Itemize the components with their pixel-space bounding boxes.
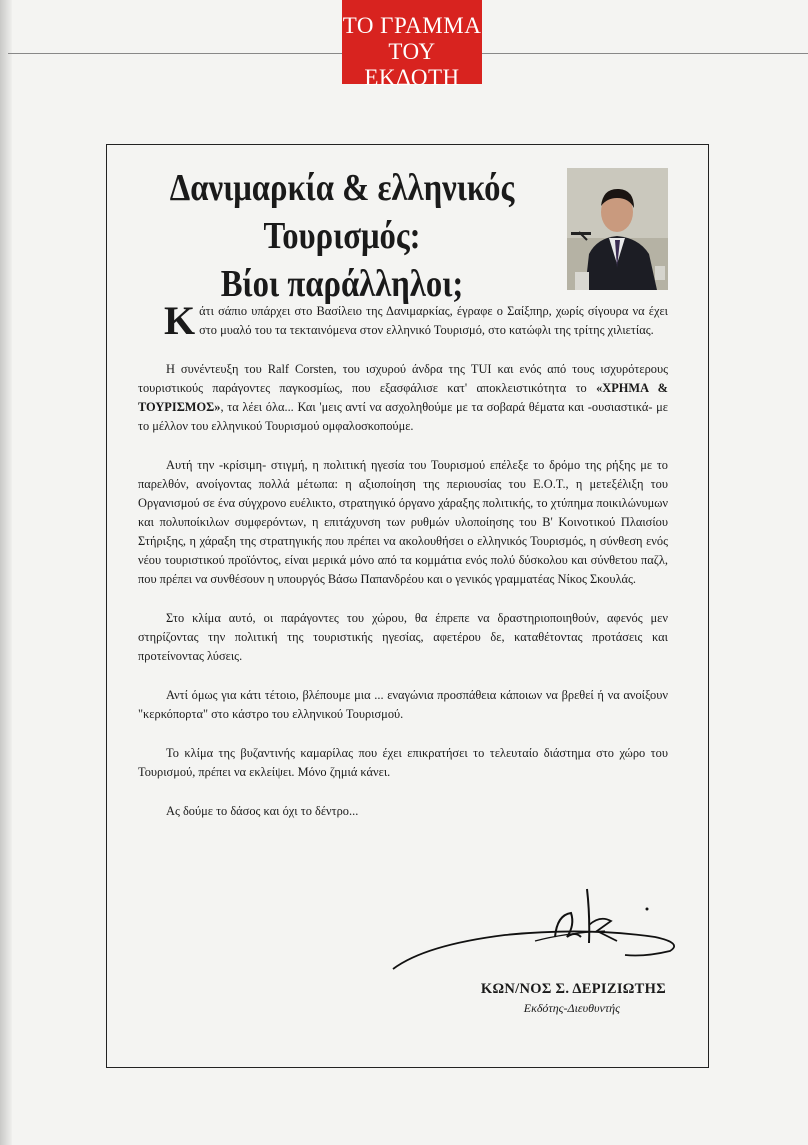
section-tab-line2: ΤΟΥ ΕΚΔΟΤΗ — [364, 39, 460, 90]
paragraph-2-text-a: Η συνέντευξη του Ralf Corsten, του ισχυρού άνδρα της TUI και ενός από τους ισχυρότερους τουριστικούς παράγοντες παγκοσμίως, που εξασφάλισε κατ' αποκλειστικότητα το — [138, 362, 668, 395]
page-gutter — [0, 0, 12, 1145]
headline-line2: Βίοι παράλληλοι; — [220, 263, 464, 305]
paragraph-1 — [138, 298, 668, 343]
article-body — [138, 298, 669, 841]
signer-name: ΚΩΝ/ΝΟΣ Σ. ΔΕΡΙΖΙΩΤΗΣ — [480, 981, 666, 997]
author-photo — [567, 168, 668, 290]
portrait-image — [567, 168, 668, 290]
paragraph-1-text: άτι σάπιο υπάρχει στο Βασίλειο της Δανιμαρκίας, έγραφε ο Σαίξπηρ, χωρίς σίγουρα να έχει στο μυαλό του τα τεκταινόμενα στον ελληνικό Τουρισμό, στο κατώφλι της τρίτης χιλιετίας. — [199, 304, 668, 337]
signer-role: Εκδότης-Διευθυντής — [523, 1001, 620, 1015]
article-headline — [144, 164, 540, 308]
section-tab-line1: ΤΟ ΓΡΑΜΜΑ — [342, 13, 482, 38]
paragraph-7: Ας δούμε το δάσος και όχι το δέντρο... — [166, 804, 359, 818]
paragraph-5: Αντί όμως για κάτι τέτοιο, βλέπουμε μια ... εναγώνια προσπάθεια κάποιων να βρεθεί ή να ανοίξουν "κερκόπορτα" στο κάστρο του ελληνικού Τουρισμού. — [138, 688, 668, 721]
handwritten-signature — [385, 885, 685, 975]
paragraph-2 — [138, 360, 668, 436]
magazine-name: «ΧΡΗΜΑ & ΤΟΥΡΙΣΜΟΣ» — [138, 381, 669, 414]
paragraph-6: Το κλίμα της βυζαντινής καμαρίλας που έχει επικρατήσει το τελευταίο διάστημα στο χώρο του Τουρισμού, πρέπει να εκλείψει. Μόνο ζημιά κάνει. — [138, 746, 668, 779]
paragraph-2-text-b: , τα λέει όλα... Και 'μεις αντί να ασχοληθούμε με τα σοβαρά θέματα και -ουσιαστικά- με το μέλλον του ελληνικού Τουρισμού ομφαλοσκοπούμε. — [138, 400, 668, 433]
headline-line1: Δανιμαρκία & ελληνικός Τουρισμός: — [169, 167, 515, 257]
dropcap: Κ — [164, 298, 196, 343]
paragraph-3: Αυτή την -κρίσιμη- στιγμή, η πολιτική ηγεσία του Τουρισμού επέλεξε το δρόμο της ρήξης με το παρελθόν, ανοίγοντας πολλά μέτωπα: η αξιοποίηση της περιουσίας του Ε.Ο.Τ., η μετεξέλιξη του Οργανισμού σε ένα σύγχρονο ευέλικτο, στρατηγικό όργανο χάραξης πολιτικής, το χτύπημα ποικιλώνυμων και πολυποίκιλων συμφερόντων, η επιτάχυνση των ρυθμών υλοποίησης του Β' Κοινοτικού Πλαισίου Στήριξης, η χάραξη της στρατηγικής που πρέπει να ακολουθήσει ο ελληνικός Τουρισμός, η σύνθεση ενός νέου τουριστικού προϊόντος, είναι μερικά μόνο από τα κομμάτια ενός πολύ δύσκολου και σύνθετου παζλ, που πρέπει να συνθέσουν η υπουργός Βάσω Παπανδρέου και ο γενικός γραμματέας Νίκος Σκουλάς. — [138, 458, 668, 586]
paragraph-4: Στο κλίμα αυτό, οι παράγοντες του χώρου, θα έπρεπε να δραστηριοποιηθούν, αφενός μεν στηρίζοντας την πολιτική της τουριστικής ηγεσίας, αφετέρου δε, καταθέτοντας προτάσεις και προτείνοντας λύσεις. — [138, 611, 668, 663]
section-tab — [342, 0, 482, 90]
